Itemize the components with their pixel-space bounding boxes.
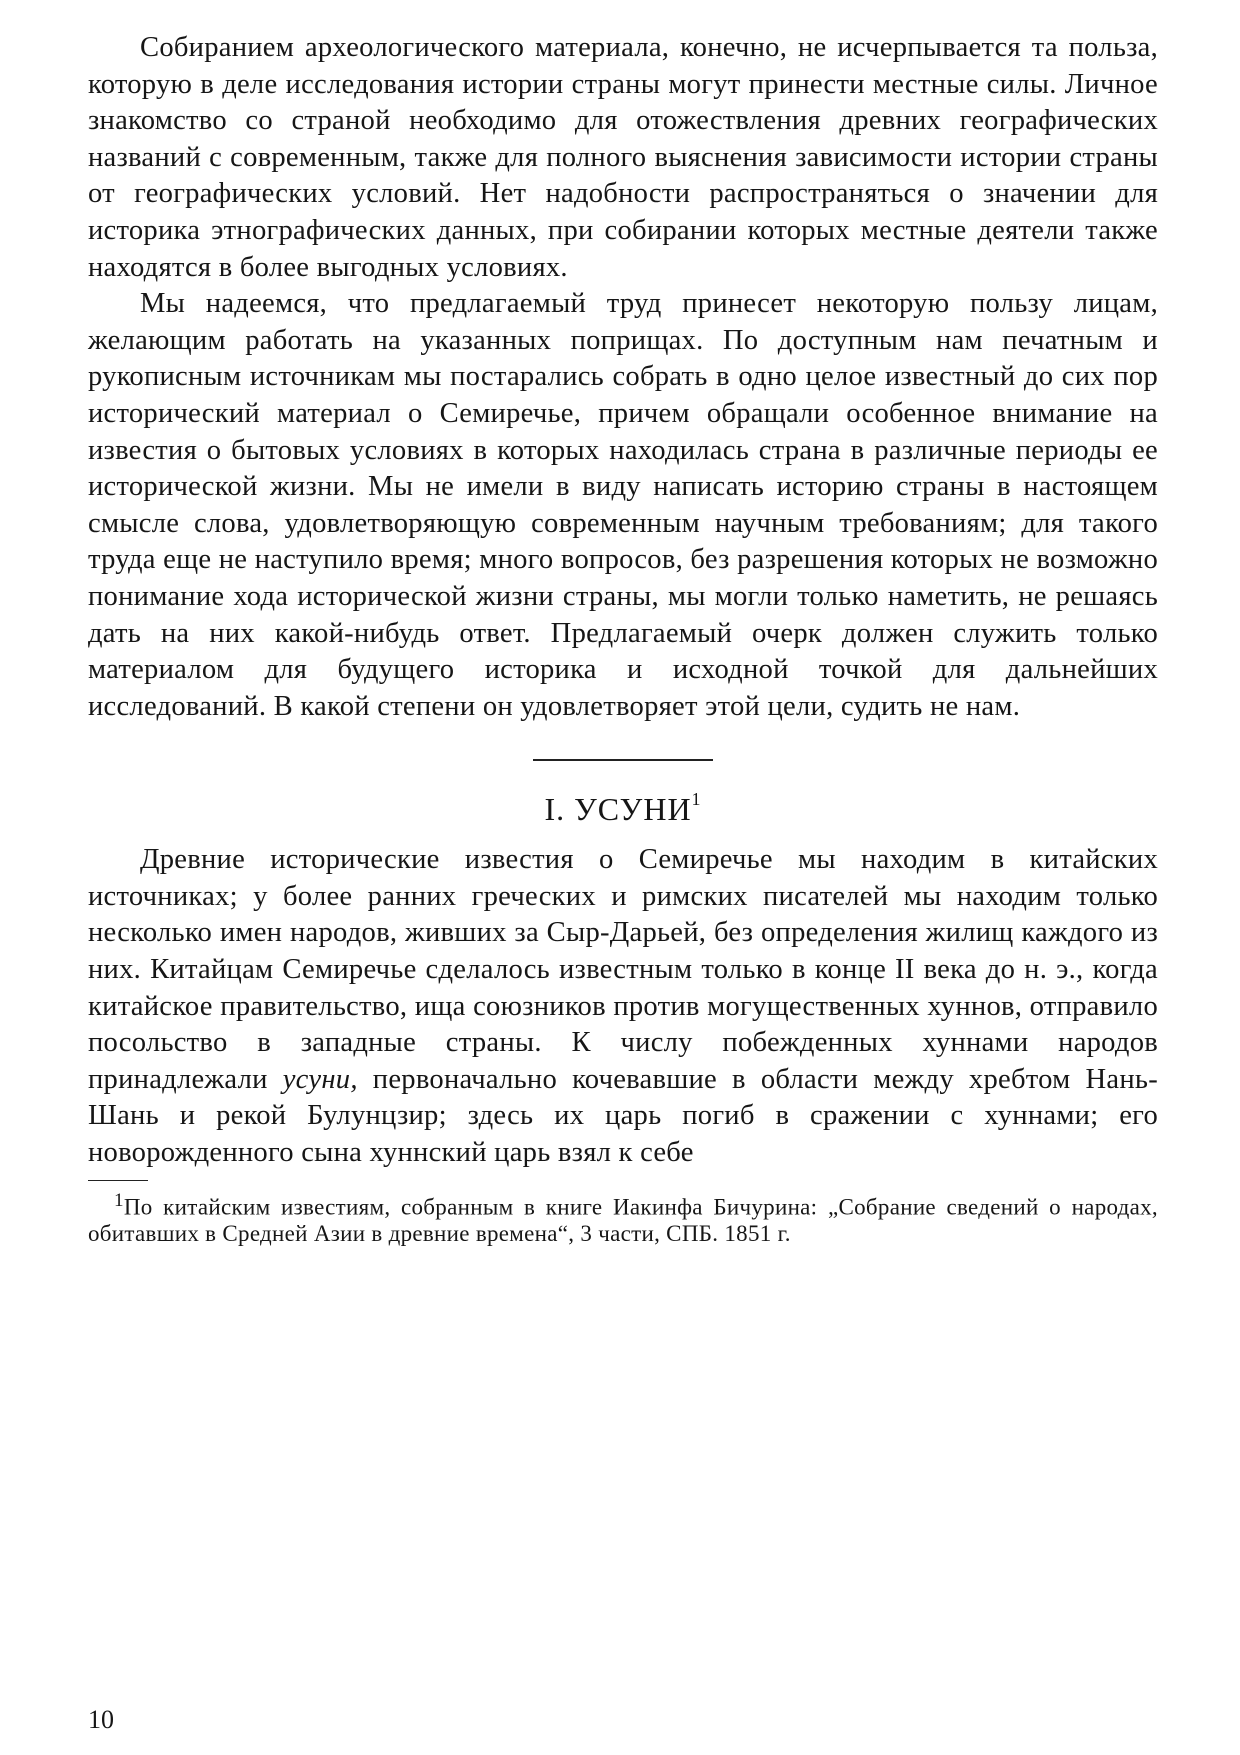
body-paragraph-2: Мы надеемся, что предлагаемый труд принесет некоторую пользу лицам, желающим работать на указанных поприщах. По доступным нам печатным и рукописным источникам мы постарались собрать в одно целое известный до сих пор исторический материал о Семиречье, причем обращали особенное внимание на известия о бытовых условиях в которых находилась страна в различные периоды ее исторической жизни. Мы не имели в виду написать историю страны в настоящем смысле слова, удовлетворяющую современным научным требованиям; для такого труда еще не наступило время; много вопросов, без разрешения которых не возможно понимание хода исторической жизни страны, мы могли только наметить, не решаясь дать на них какой-нибудь ответ. Предлагаемый очерк должен служить только материалом для будущего историка и исходной точкой для дальнейших исследований. В какой степени он удовлетворяет этой цели, судить не нам. — [88, 288, 1158, 722]
chapter-text-part-1: Древние исторические известия о Семиречье мы находим в китайских источниках; у более ранних греческих и римских писателей мы находим только несколько имен народов, живших за Сыр-Дарьей, без определения жилищ каждого из них. Китайцам Семиречье сделалось известным только в конце II века до н. э., когда китайское правительство, ища союзников против могущественных хуннов, отправило посольство в западные страны. К числу побежденных хуннами народов принадлежали — [88, 844, 1158, 1095]
body-paragraph-1: Собиранием археологического материала, конечно, не исчерпывается та польза, которую в деле исследования истории страны могут принести местные силы. Личное знакомство со страной необходимо для отожествления древних географических названий с современным, также для полного выяснения зависимости истории страны от географических условий. Нет надобности распространяться о значении для историка этнографических данных, при собирании которых местные деятели также находятся в более выгодных условиях. — [88, 32, 1158, 283]
footnote-marker: 1 — [114, 1189, 124, 1211]
chapter-footnote-marker: 1 — [691, 789, 702, 810]
footnote — [88, 1187, 1158, 1248]
footnote-text: По китайским известиям, собранным в книге Иакинфа Бичурина: „Собрание сведений о народах, обитавших в Средней Азии в древние времена“, 3 части, СПБ. 1851 г. — [88, 1194, 1158, 1247]
book-page — [88, 30, 1158, 1247]
page-number: 10 — [88, 1705, 114, 1734]
chapter-paragraph-1 — [88, 842, 1158, 1171]
chapter-title-text: I. УСУНИ — [544, 791, 692, 828]
chapter-text-part-2: первоначально кочевавшие в области между хребтом Нань-Шань и рекой Булунцзир; здесь их царь погиб в сражении с хуннами; его новорожденного сына хуннский царь взял к себе — [88, 1063, 1158, 1169]
section-divider — [533, 759, 713, 761]
footnote-rule — [88, 1180, 148, 1181]
italic-term-usuni: усуни, — [282, 1063, 358, 1095]
chapter-heading — [88, 791, 1158, 828]
